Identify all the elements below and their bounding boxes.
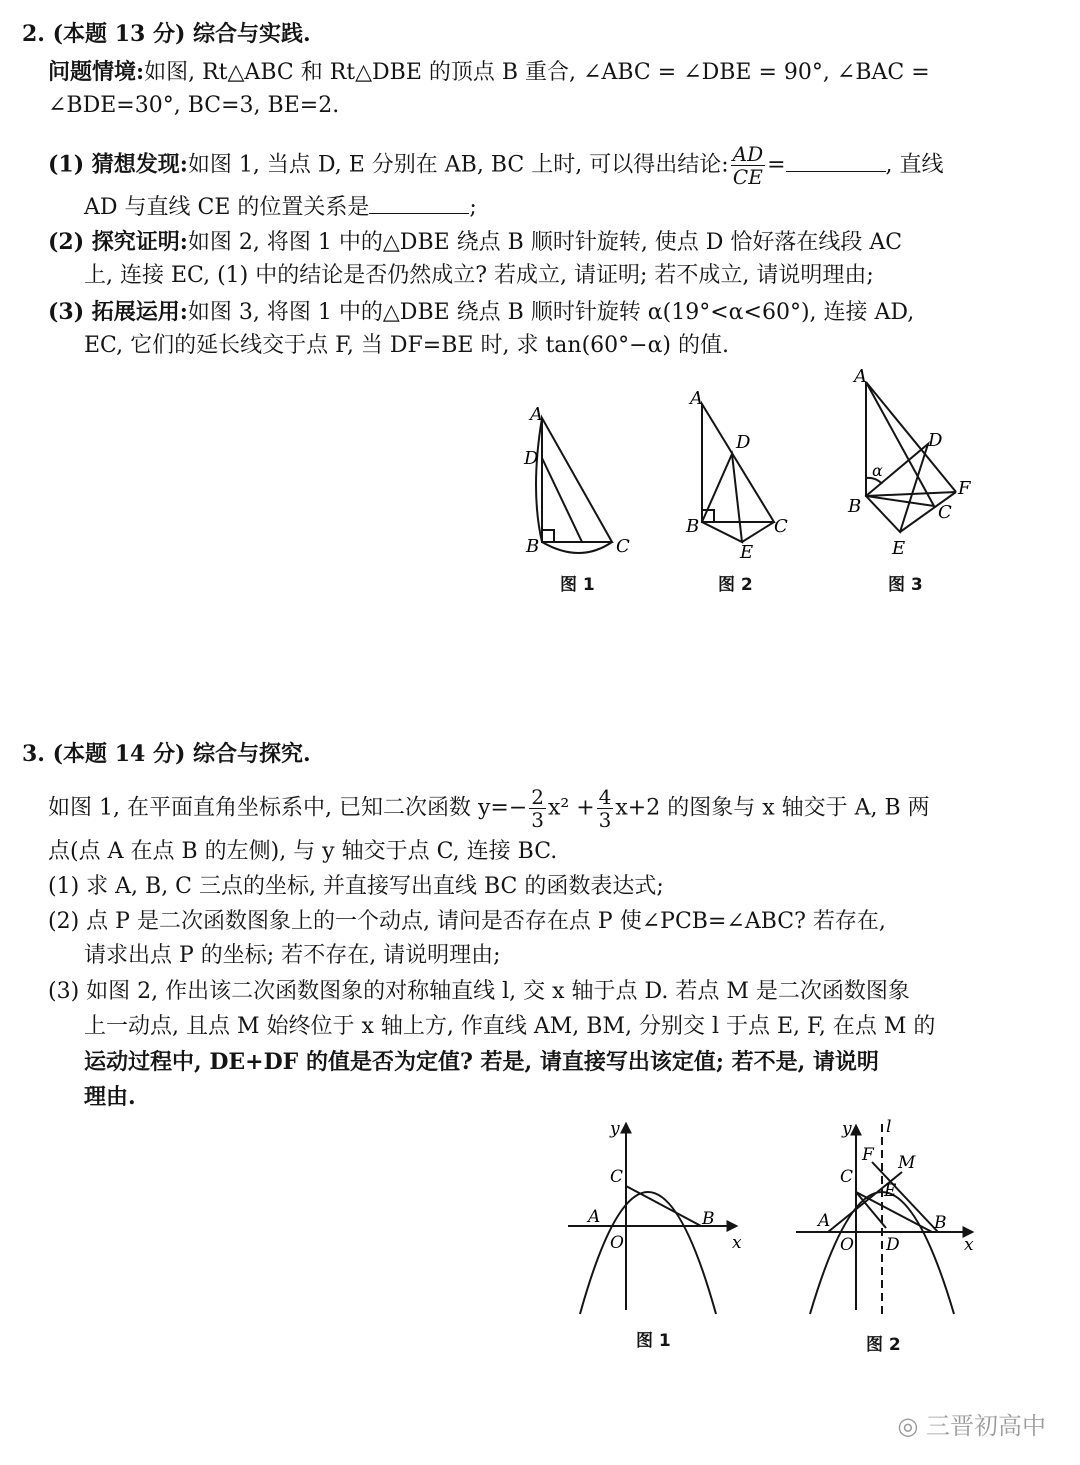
q2-context-text: 如图, Rt△ABC 和 Rt△DBE 的顶点 B 重合, ∠ABC = ∠DBE = 90°, ∠BAC = bbox=[144, 60, 930, 85]
q2-p2-text: 如图 2, 将图 1 中的△DBE 绕点 B 顺时针旋转, 使点 D 恰好落在线段 AC bbox=[187, 230, 903, 255]
label-y-2: y bbox=[842, 1119, 852, 1139]
watermark-text: 三晋初高中 bbox=[926, 1412, 1046, 1440]
fraction-numerator: 2 bbox=[531, 785, 544, 809]
label-f-2: F bbox=[862, 1145, 874, 1165]
q3-part3-line1: (3) 如图 2, 作出该二次函数图象的对称轴直线 l, 交 x 轴于点 D. 若点 M 是二次函数图象 bbox=[48, 979, 910, 1004]
wechat-icon: ◎ bbox=[897, 1412, 919, 1440]
right-angle-mark bbox=[542, 530, 554, 542]
q3-fig1-caption: 图 1 bbox=[636, 1331, 671, 1351]
q2-fig1-caption: 图 1 bbox=[560, 575, 595, 595]
q2-part1-line1 bbox=[48, 143, 944, 188]
q2-p1-label: (1) 猜想发现: bbox=[48, 151, 188, 178]
q2-part1-line2 bbox=[84, 194, 477, 222]
q2-figure-2 bbox=[702, 404, 774, 542]
q3-part3-line4: 理由. bbox=[84, 1084, 136, 1110]
q3-part2-line2: 请求出点 P 的坐标; 若不存在, 请说明理由; bbox=[84, 943, 501, 968]
q2-p1-text: 如图 1, 当点 D, E 分别在 AB, BC 上时, 可以得出结论: bbox=[187, 152, 729, 178]
q3-intro-a: 如图 1, 在平面直角坐标系中, 已知二次函数 y=− bbox=[48, 795, 528, 821]
label-b: B bbox=[702, 1209, 715, 1229]
q3-part3-line3: 运动过程中, DE+DF 的值是否为定值? 若是, 请直接写出该定值; 若不是, 请说明 bbox=[84, 1049, 879, 1075]
q2-fig3-caption: 图 3 bbox=[888, 575, 923, 595]
label-e-3: E bbox=[892, 538, 906, 559]
fraction-denominator: 3 bbox=[598, 808, 612, 832]
fraction-four-thirds bbox=[597, 786, 614, 831]
fraction-two-thirds bbox=[529, 786, 546, 831]
segment-bc bbox=[626, 1186, 701, 1226]
label-f-3: F bbox=[958, 478, 971, 499]
q2-p2-label: (2) 探究证明: bbox=[48, 229, 188, 255]
ad-over-ce-fraction bbox=[731, 143, 765, 188]
label-y: y bbox=[610, 1119, 620, 1139]
q2-part2-line2: 上, 连接 EC, (1) 中的结论是否仍然成立? 若成立, 请证明; 若不成立, 请说明理由; bbox=[84, 263, 874, 288]
label-d-2: D bbox=[886, 1235, 900, 1255]
watermark bbox=[897, 1406, 1046, 1441]
q3-intro-b: x² + bbox=[548, 795, 595, 821]
q2-p1-eq: = bbox=[767, 152, 786, 178]
label-o-2: O bbox=[840, 1235, 854, 1255]
label-a-3: A bbox=[854, 366, 867, 387]
label-a: A bbox=[530, 404, 543, 425]
label-a-2: A bbox=[818, 1211, 831, 1231]
q2-part2-line1 bbox=[48, 228, 902, 257]
segment-ec-2 bbox=[742, 522, 774, 542]
q2-p3-label: (3) 拓展运用: bbox=[48, 299, 188, 325]
q3-figures bbox=[560, 1110, 990, 1330]
label-e-2: E bbox=[884, 1181, 897, 1201]
label-o: O bbox=[610, 1233, 624, 1253]
label-a-2: A bbox=[690, 388, 703, 409]
q2-p1-tail: , 直线 bbox=[885, 152, 944, 178]
q2-figures bbox=[500, 360, 1000, 600]
label-c: C bbox=[616, 536, 630, 557]
arc-bc bbox=[542, 542, 612, 553]
label-d-3: D bbox=[928, 430, 943, 451]
q2-context-line2: ∠BDE=30°, BC=3, BE=2. bbox=[48, 93, 340, 118]
answer-blank-ratio[interactable] bbox=[786, 153, 886, 172]
q3-fig2-caption: 图 2 bbox=[866, 1335, 901, 1355]
q3-intro-c: x+2 的图象与 x 轴交于 A, B 两 bbox=[615, 795, 930, 821]
label-alpha-3: α bbox=[872, 461, 883, 480]
label-a: A bbox=[588, 1207, 601, 1227]
label-d-2: D bbox=[736, 432, 751, 453]
label-c-2: C bbox=[774, 516, 788, 537]
q2-context-label: 问题情境: bbox=[48, 59, 145, 85]
q2-p1-line2b: ; bbox=[469, 195, 477, 220]
label-b-3: B bbox=[848, 496, 862, 517]
q2-context-line1 bbox=[48, 58, 930, 87]
q2-fig2-caption: 图 2 bbox=[718, 575, 753, 595]
q3-part2-line1: (2) 点 P 是二次函数图象上的一个动点, 请问是否存在点 P 使∠PCB=∠ABC? 若存在, bbox=[48, 909, 886, 934]
q3-intro-line2: 点(点 A 在点 B 的左侧), 与 y 轴交于点 C, 连接 BC. bbox=[48, 839, 558, 864]
label-c-3: C bbox=[938, 502, 952, 523]
label-m-2: M bbox=[898, 1153, 916, 1173]
q2-header: 2. (本题 13 分) 综合与实践. bbox=[22, 21, 311, 47]
triangle-dbe-2 bbox=[702, 454, 742, 542]
label-l: l bbox=[886, 1117, 892, 1137]
label-c-2: C bbox=[840, 1167, 854, 1187]
q2-part3-line2: EC, 它们的延长线交于点 F, 当 DF=BE 时, 求 tan(60°−α) 的值. bbox=[84, 333, 730, 358]
q3-part3-line2: 上一动点, 且点 M 始终位于 x 轴上方, 作直线 AM, BM, 分别交 l 于点 E, F, 在点 M 的 bbox=[84, 1014, 936, 1039]
q3-part1: (1) 求 A, B, C 三点的坐标, 并直接写出直线 BC 的函数表达式; bbox=[48, 874, 664, 899]
label-d: D bbox=[524, 448, 539, 469]
label-e-2: E bbox=[740, 542, 754, 563]
fraction-numerator: 4 bbox=[598, 785, 612, 809]
parabola bbox=[580, 1192, 716, 1314]
label-c: C bbox=[610, 1167, 624, 1187]
q2-part3-line1 bbox=[48, 298, 914, 327]
q2-p1-line2a: AD 与直线 CE 的位置关系是 bbox=[84, 195, 370, 220]
label-b: B bbox=[526, 536, 540, 557]
fraction-denominator: CE bbox=[732, 165, 763, 189]
fraction-numerator: AD bbox=[732, 142, 764, 166]
q3-header: 3. (本题 14 分) 综合与探究. bbox=[22, 741, 311, 767]
fraction-denominator: 3 bbox=[531, 808, 544, 832]
q3-intro-line1 bbox=[48, 786, 930, 831]
label-x-2: x bbox=[964, 1235, 974, 1255]
q2-p3-text: 如图 3, 将图 1 中的△DBE 绕点 B 顺时针旋转 α(19°<α<60°), 连接 AD, bbox=[187, 300, 915, 325]
label-x: x bbox=[732, 1233, 742, 1253]
answer-blank-position[interactable] bbox=[369, 195, 469, 214]
label-b-2: B bbox=[686, 516, 700, 537]
label-b-2: B bbox=[934, 1213, 947, 1233]
q2-figure-1 bbox=[536, 418, 612, 553]
